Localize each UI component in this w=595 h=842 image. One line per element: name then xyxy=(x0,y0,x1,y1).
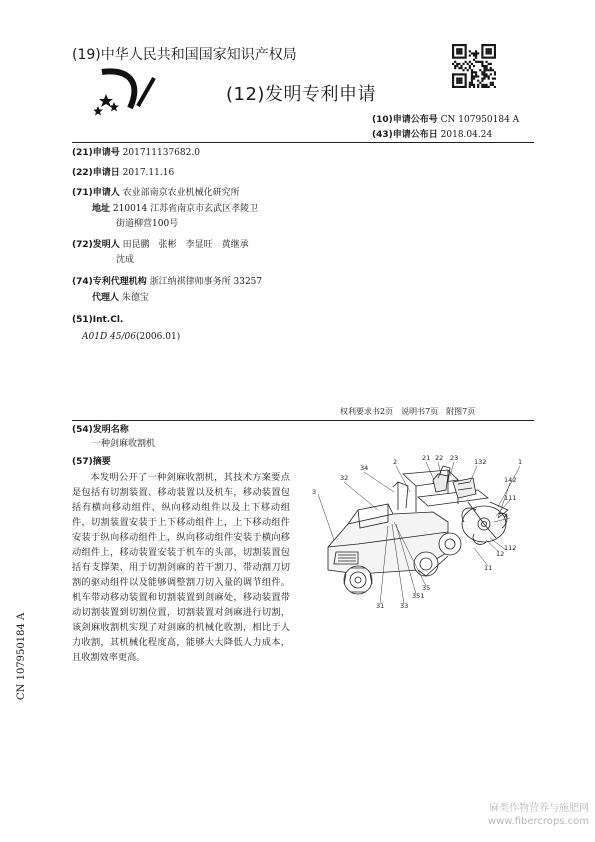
pub-number: CN 107950184 A xyxy=(440,115,520,125)
qr-code-icon xyxy=(452,44,496,88)
field-ipc-label: (51)Int.Cl. xyxy=(72,315,124,325)
figure-label-32: 32 xyxy=(340,474,349,482)
machine-drawing xyxy=(298,452,534,612)
title-label: (54)发明名称 xyxy=(72,425,129,435)
field-agency: (74)专利代理机构 浙江纳祺律师事务所 33257 xyxy=(72,277,263,287)
figure-label-23: 23 xyxy=(450,454,459,462)
pub-number-row xyxy=(372,112,519,125)
figure-label-112: 112 xyxy=(504,544,517,552)
figure-label-1: 1 xyxy=(518,458,523,466)
field-filing-date: (22)申请日 2017.11.16 xyxy=(72,168,175,178)
pub-date: 2018.04.24 xyxy=(440,130,493,140)
cnipa-logo-icon xyxy=(94,66,164,116)
field-ipc-code: A01D 45/06(2006.01) xyxy=(82,332,181,342)
figure-label-33: 33 xyxy=(400,602,409,610)
field-inventors: (72)发明人 田昆鹏 张彬 李显旺 黄继承 xyxy=(72,240,249,250)
office-name: (19)中华人民共和国国家知识产权局 xyxy=(72,47,297,63)
pub-date-row xyxy=(372,127,492,140)
field-applicant: (71)申请人 农业部南京农业机械化研究所 xyxy=(72,188,240,198)
figure-label-142: 142 xyxy=(504,476,517,484)
field-address: 地址 210014 江苏省南京市玄武区孝陵卫 xyxy=(92,204,259,214)
abstract-text: 本发明公开了一种剑麻收割机，其技术方案要点是包括有切割装置、移动装置以及机车，移动装置包括有横向移动组件、纵向移动组件以及上下移动组件，切割装置安装于上下移动组件上，上下移动组件安装于纵向移动组件上，纵向移动组件安装于横向移动组件上，移动装置安装于机车的头部，切割装置包括有支撑架、用于切割剑麻的若干割刀、带动割刀切割的驱动组件以及能够调整割刀切入量的调节组件。机车带动移动装置和切割装置到剑麻处，移动装置带动切割装置到切割位置，切割装置对剑麻进行切割，该剑麻收割机实现了对剑麻的机械化收割，相比于人力收割，其机械化程度高，能够大大降低人力成本，且收割效率更高。 xyxy=(72,472,290,663)
pub-number-label: (10)申请公布号 xyxy=(372,115,438,125)
figure-label-35: 35 xyxy=(422,584,431,592)
header-divider xyxy=(72,142,534,143)
side-patent-code: CN 107950184 A xyxy=(16,612,27,700)
abstract-label: (57)摘要 xyxy=(72,457,111,467)
field-application-number: (21)申请号 201711137682.0 xyxy=(72,148,200,158)
field-inventors-continued: 沈成 xyxy=(116,255,135,265)
invention-title: 一种剑麻收割机 xyxy=(92,439,156,449)
watermark: 麻类作物营养与施肥网 www.fibercrops.com xyxy=(487,803,589,827)
figure-label-4: 4 xyxy=(504,512,509,520)
figure-label-132: 132 xyxy=(474,458,487,466)
field-address-continued: 街道柳营100号 xyxy=(116,219,179,229)
figure-label-3: 3 xyxy=(312,488,317,496)
document-type: (12)发明专利申请 xyxy=(226,84,376,105)
pub-date-label: (43)申请公布日 xyxy=(372,130,438,140)
figure-label-22: 22 xyxy=(435,454,444,462)
figure-label-11: 11 xyxy=(484,564,493,572)
figure-label-111: 111 xyxy=(504,494,517,502)
page-counts: 权利要求书2页 说明书7页 附图7页 xyxy=(340,407,476,416)
figure-label-351: 351 xyxy=(412,592,425,600)
figure-label-31: 31 xyxy=(376,602,385,610)
field-agent: 代理人 朱德宝 xyxy=(92,293,149,303)
figure-label-2: 2 xyxy=(393,458,398,466)
section-divider xyxy=(72,420,534,421)
figure-label-21: 21 xyxy=(422,454,431,462)
figure-label-12: 12 xyxy=(496,550,505,558)
figure-label-34: 34 xyxy=(360,464,369,472)
